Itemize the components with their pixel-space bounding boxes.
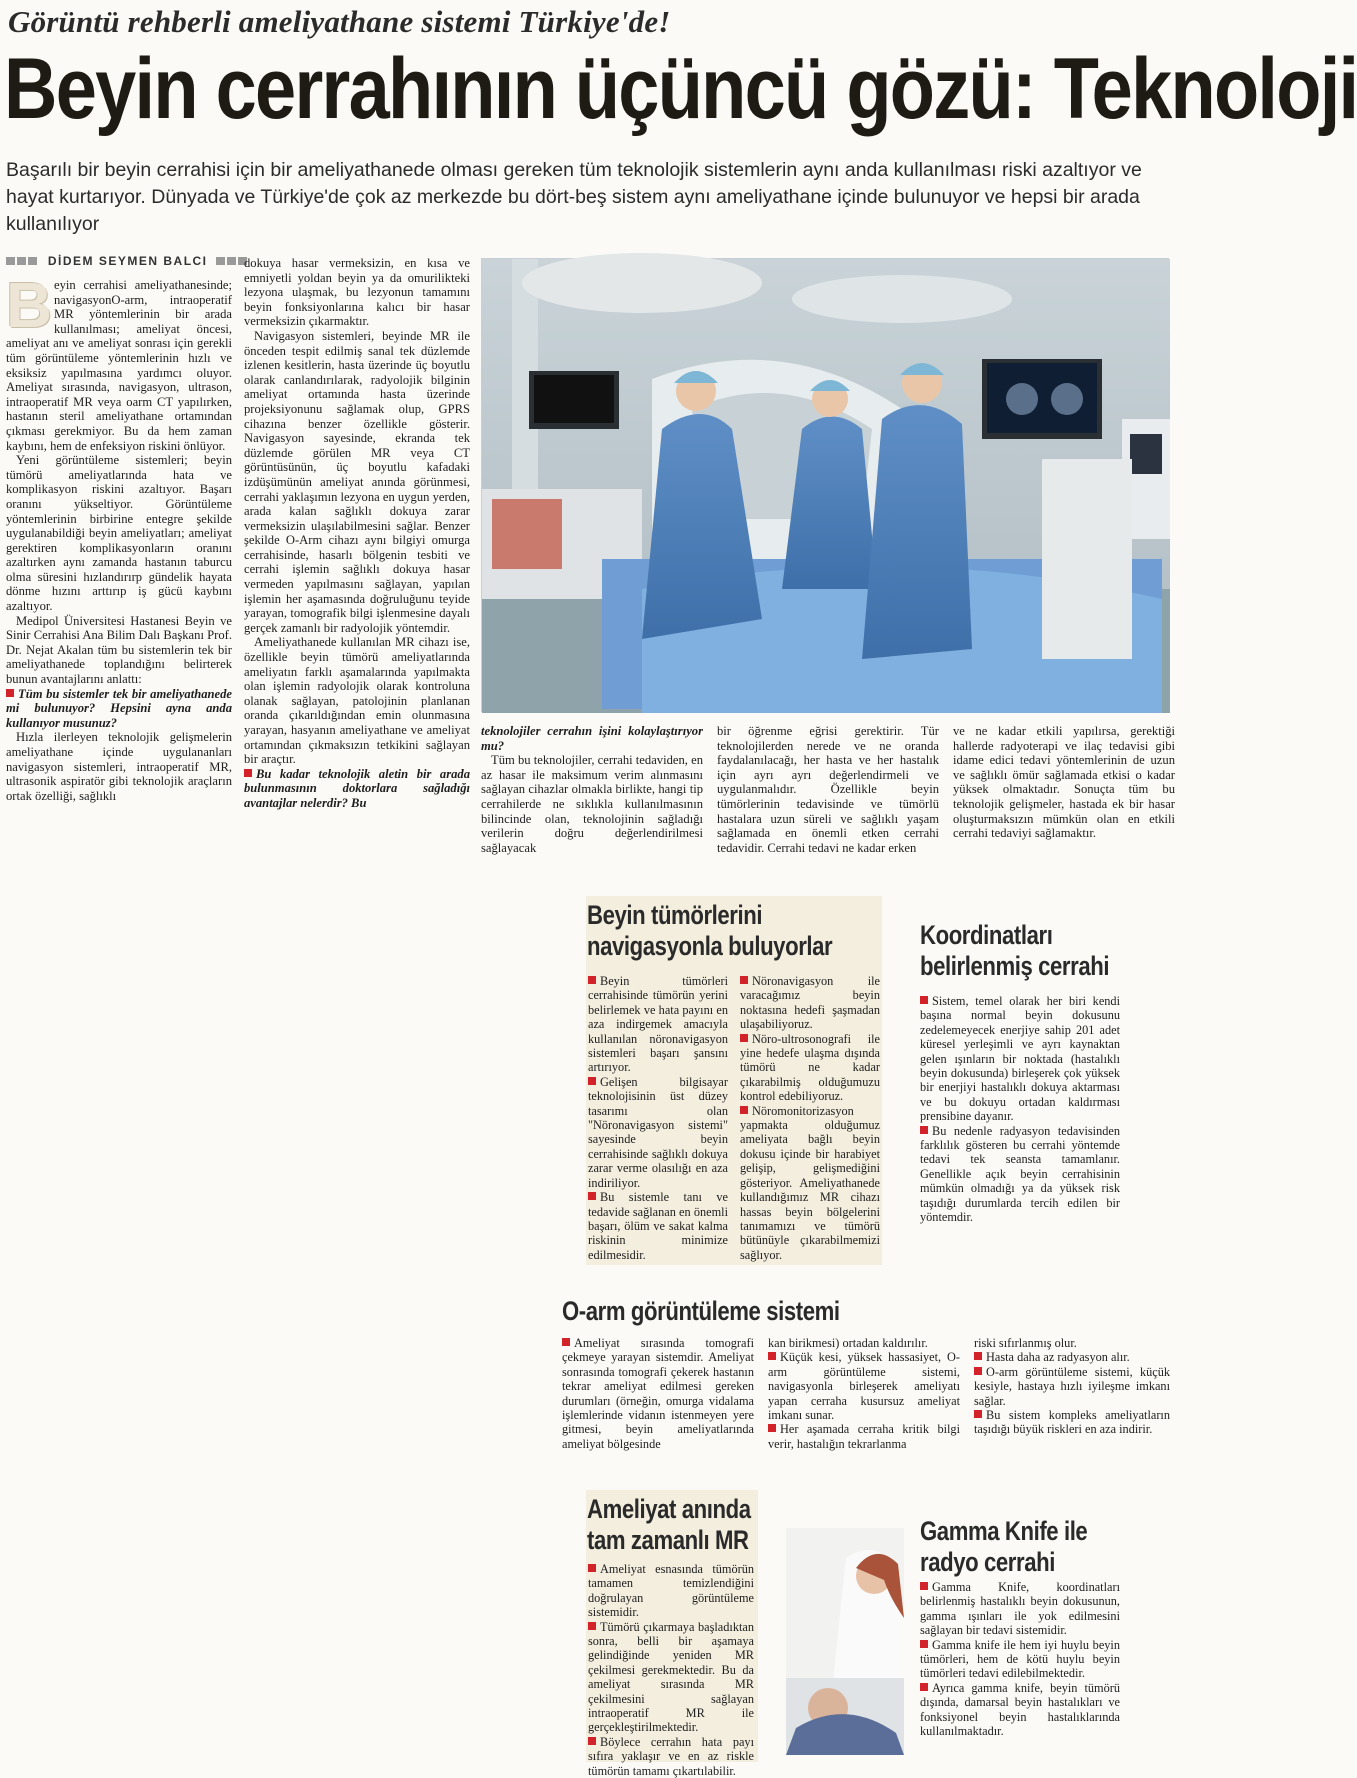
bullet-item: Bu sistem kompleks ameliyatların taşıdığı büyük riskleri en aza indirir. [974, 1408, 1170, 1437]
nurse-patient-image [786, 1528, 904, 1755]
oarm-box-title: O-arm görüntüleme sistemi [562, 1296, 840, 1326]
paragraph: riski sıfırlanmış olur. [974, 1336, 1077, 1350]
bullet-item: Bu sistemle tanı ve tedavide sağlanan en önemli başarı, ölüm ve sakat kalma riskinin minimize edilmesidir. [588, 1190, 728, 1262]
tumor-box-col-2 [740, 974, 880, 1262]
paragraph: Ameliyathanede kullanılan MR cihazı ise, özellikle beyin tümörü ameliyatlarında ameliyatın farklı aşamalarında yapılmakta olan işlemin radyolojik olarak kontroluna olanak sağlayan, patolojinin planlanan oranda çıkarıldığından emin olunmasına yarayan, hasyanın ameliyathane ve ameliyat ortamından çıkmaksızın tetkikini sağlayan bir araçtır. [244, 635, 470, 767]
coord-box-text [920, 994, 1120, 1225]
bullet-item: Ayrıca gamma knife, beyin tümörü dışında, damarsal beyin hastalıkları ve fonksiyonel beyin hastalıklarında kullanılmaktadır. [920, 1680, 1120, 1739]
column-5 [953, 724, 1175, 841]
question: Tüm bu sistemler tek bir ameliyathanede mi bulunuyor? Hepsini ayna anda kullanıyor musunuz? [6, 686, 232, 730]
bullet-item: Nöro-ultrosonografi ile yine hedefe ulaşma dışında tümörü ne kadar çıkarabilmiş olduğumuzu kontrol edebiliyoruz. [740, 1031, 880, 1104]
kicker: Görüntü rehberli ameliyathane sistemi Türkiye'de! [8, 4, 671, 39]
column-1 [6, 269, 232, 803]
oarm-box-col-1 [562, 1336, 754, 1451]
bullet-item: Küçük kesi, yüksek hassasiyet, O-arm görüntüleme sistemi, navigasyonla birleşerek ameliyatı yapan cerraha kusursuz ameliyat imkanı sunar. [768, 1350, 960, 1423]
paragraph: Yeni görüntüleme sistemleri; beyin tümörü ameliyatlarında hata ve komplikasyon riskini azaltıyor. Başarı oranını yükseltiyor. Görüntüleme yöntemlerinin birbirine entegre şekilde uygulanabildiği beyin ameliyatları; ameliyat gerektiren komplikasyonların oranını azaltırken aynı zamanda hastanın taburcu olma süresini hızlandırırp gündelik hayata dönme hızını arttırıp iş gücü kaybını azaltıyor. [6, 453, 232, 614]
byline-name: DİDEM SEYMEN BALCI [47, 254, 208, 268]
bullet-item: Ameliyat sırasında tomografi çekmeye yarayan sistemdir. Ameliyat sonrasında tomografi çekerek hastanın tekrar ameliyat edilmesi gereken durumları (örneğin, omurga vidalama işlemlerinde vidanın istenmeyen yere gitmesi, beyin ameliyatlarında ameliyat bölgesinde [562, 1336, 754, 1451]
bullet-item: Nöromonitorizasyon yapmakta olduğumuz ameliyata bağlı beyin dokusu içinde bir harabiyet gelişip, gelişmediğini gösteriyor. Ameliyathanede kullandığımız MR cihazı hassas beyin bölgelerini tanımamızı ve tümörü bütünüyle çıkarabilmemizi sağlıyor. [740, 1103, 880, 1262]
bullet-item: Beyin tümörleri cerrahisinde tümörün yerini belirlemek ve hata payını en aza indirgemek amacıyla kullanılan nöronavigasyon sistemleri başarı şansını artırıyor. [588, 974, 728, 1075]
drop-cap: B [6, 269, 53, 341]
bullet-item: Ameliyat esnasında tümörün tamamen temizlendiğini doğrulayan görüntüleme sistemidir. [588, 1562, 754, 1620]
headline: Beyin cerrahının üçüncü gözü: Teknoloji [4, 41, 1357, 137]
paragraph: Navigasyon sistemleri, beyinde MR ile önceden tespit edilmiş sanal tek düzlemde izlenen kesitlerin, hasta üzerinde üç boyutlu olarak canlandırılarak, radyolojik bilginin ameliyat ortamında hasta üzerinde projeksiyonunu sağlamak olup, GPRS cihazına benzer özellikle gösterir. Navigasyon sayesinde, ekranda tek düzlemde görülen MR veya CT görüntüsünün, üç boyutlu kafadaki izdüşümünün ameliyat anında görünmesi, cerrahi yaklaşımın lezyona en uygun yerden, arada kalan sağlıklı dokuya zarar vermeksizin ulaşılabilmesini sağlar. Benzer şekilde O-Arm cihazı aynı bilgiyi omurga cerrahisinde, hasarlı bölgenin tesbiti ve cerrahi işlemin sağlıklı dokuya hasar vermeden yapılmasını sağlayan, yapılan işlemin her aşamasında doğruluğunu teyide yarayan, tomografik bilgi işlenmesine dayalı gerçek zamanlı bir radyolojik yöntemdir. [244, 328, 470, 635]
oarm-box-col-2 [768, 1336, 960, 1451]
paragraph: Medipol Üniversitesi Hastanesi Beyin ve Sinir Cerrahisi Ana Bilim Dalı Başkanı Prof. Dr. Nejat Akalan tüm bu sistemlerin tek bir ameliyathanede toplandığını belirterek bunun avantajlarını anlattı: [6, 613, 232, 687]
gamma-box-title: Gamma Knife ile radyo cerrahi [920, 1516, 1088, 1577]
byline [6, 254, 249, 268]
bullet-item: O-arm görüntüleme sistemi, küçük kesiyle, hastaya hızlı iyileşme imkanı sağlar. [974, 1364, 1170, 1408]
bullet-item: Hasta daha az radyasyon alır. [974, 1350, 1170, 1364]
tumor-box-title: Beyin tümörlerini navigasyonla buluyorlar [587, 900, 833, 961]
gamma-knife-photo [786, 1528, 904, 1755]
mr-box-title: Ameliyat anında tam zamanlı MR [587, 1494, 751, 1555]
column-2 [244, 256, 470, 811]
paragraph: kan birikmesi) ortadan kaldırılır. [768, 1336, 928, 1350]
oarm-box-col-3 [974, 1336, 1170, 1437]
bullet-item: Sistem, temel olarak her biri kendi başına normal beyin dokusunu zedelemeyecek enerjiye sahip 201 adet küresel yerleşimli ve ayrı kaynaktan gelen ışınların bir noktada (hastalıklı beyin dokusunda) birleşerek çok yüksek bir enerjiyi hastalıklı dokuya aktarması ve bu dokuyu ortadan kaldırması prensibine dayanır. [920, 994, 1120, 1124]
question: teknolojiler cerrahın işini kolaylaştırıyor mu? [481, 724, 703, 753]
bullet-item: Gamma Knife, koordinatları belirlenmiş hastalıklı beyin dokusunun, gamma ışınları ile yok edilmesini sağlayan bir tedavi sistemidir. [920, 1580, 1120, 1638]
deck: Başarılı bir beyin cerrahisi için bir ameliyathanede olması gereken tüm teknolojik sistemlerin aynı anda kullanılması riski azaltıyor ve hayat kurtarıyor. Dünyada ve Türkiye'de çok az merkezde bu dört-beş sistem aynı ameliyathane içinde bulunuyor ve hepsi bir arada kullanılıyor [6, 159, 1142, 235]
gamma-box-text [920, 1580, 1120, 1738]
question: Bu kadar teknolojik aletin bir arada bulunmasının doktorlara sağladığı avantajlar nelerdir? Bu [244, 766, 470, 810]
bullet-item: Bu nedenle radyasyon tedavisinden farklılık gösteren bu cerrahi yöntemde tedavi tek seansta tamamlanır. Genellikle açık beyin cerrahisinin mümkün olmadığı ya da yüksek risk taşıdığı durumlarda tercih edilen bir yöntemdir. [920, 1123, 1120, 1225]
column-4 [717, 724, 939, 855]
paragraph: ve ne kadar etkili yapılırsa, gerektiği hallerde radyoterapi ve ilaç tedavisi gibi idame edici tedavi yöntemlerinin de uzun ve sağlıklı ömür sağlamada etkisi o kadar yüksek olmaktadır. Sonuçta tüm bu teknolojik gelişmeler, hastada ek bir hasar oluşturmaksızın mümkün olan en etkili cerrahi tedaviyi sağlamaktır. [953, 724, 1175, 841]
bullet-item: Gamma knife ile hem iyi huylu beyin tümörleri, hem de kötü huylu beyin tümörleri tedavi edilebilmektedir. [920, 1637, 1120, 1681]
paragraph: Beyin cerrahisi ameliyathanesinde; navigasyonO-arm, intraoperatif MR yöntemlerinin bir arada kullanılması; ameliyat öncesi, ameliyat anı ve ameliyat sonrası için gerekli tüm görüntüleme yöntemlerinin hızlı ve eksiksiz yapılmasına yardımcı oluyor. Ameliyat sırasında, navigasyon, ultrason, intraoperatif MR veya oarm CT yapılırken, hastanın steril ameliyathane ortamından çıkması gerekmiyor. Bu da hem zaman kaybını, hem de enfeksiyon riskini önlüyor. [6, 269, 232, 453]
bullet-item: Tümörü çıkarmaya başladıktan sonra, belli bir aşamaya gelindiğinde yeniden MR çekilmesi gerekmektedir. Bu da ameliyat sırasında MR çekilmesini sağlayan intraoperatif MR ile gerçekleştirilmektedir. [588, 1619, 754, 1735]
bullet-item: Böylece cerrahın hata payı sıfıra yaklaşır ve en az riskle tümörün tamamı çıkartılabilir. [588, 1734, 754, 1778]
bullet-item: Nöronavigasyon ile varacağımız beyin noktasına hedefi şaşmadan ulaşabiliyoruz. [740, 974, 880, 1032]
bullet-item: Her aşamada cerraha kritik bilgi verir, hastalığın tekrarlanma [768, 1422, 960, 1451]
paragraph: bir öğrenme eğrisi gerektirir. Tür teknolojilerden nerede ve ne oranda faydalanılacağı, her hasta ve her hastalık için ayrı ayrı değerlendirmeli ve uygulanmalıdır. Özellikle beyin tümörlerinin tedavisinde ve tümörlü hastalara uzun süreli ve sağlıklı yaşam sağlamada en önemli etken cerrahi tedavidir. Cerrahi tedavi ne kadar erken [717, 724, 939, 855]
coord-box-title: Koordinatları belirlenmiş cerrahi [920, 920, 1110, 981]
paragraph: Tüm bu teknolojiler, cerrahi tedaviden, en az hasar ile maksimum verim alınmasını sağlayan cihazlar olmakla birlikte, hangi tip cerrahilerde ne sıklıkla kullanılmasının bilincinde olan, teknolojinin sağladığı verilerin doğru değerlendirilmesi sağlayacak [481, 753, 703, 855]
mr-box-text [588, 1562, 754, 1778]
paragraph: Hızla ilerleyen teknolojik gelişmelerin ameliyathane içinde uygulananları navigasyon sistemleri, intraoperatif MR, ultrasonik aspiratör gibi teknolojik araçların ortak özelliği, sağlıklı [6, 730, 232, 803]
surgery-image [482, 259, 1170, 713]
column-3 [481, 724, 703, 855]
paragraph: dokuya hasar vermeksizin, en kısa ve emniyetli yoldan beyin ya da omurilikteki lezyona ulaşmak, bu lezyonun tamamını beyin fonksiyonlarına kalıcı bir hasar vermeksizin çıkarmaktır. [244, 256, 470, 329]
tumor-box-col-1 [588, 974, 728, 1262]
operating-room-photo [481, 258, 1169, 712]
bullet-item: Gelişen bilgisayar teknolojisinin üst düzey tasarımı olan "Nöronavigasyon sistemi" sayesinde beyin cerrahisinde sağlıklı dokuya zarar verme olasılığı en aza indiriliyor. [588, 1074, 728, 1190]
